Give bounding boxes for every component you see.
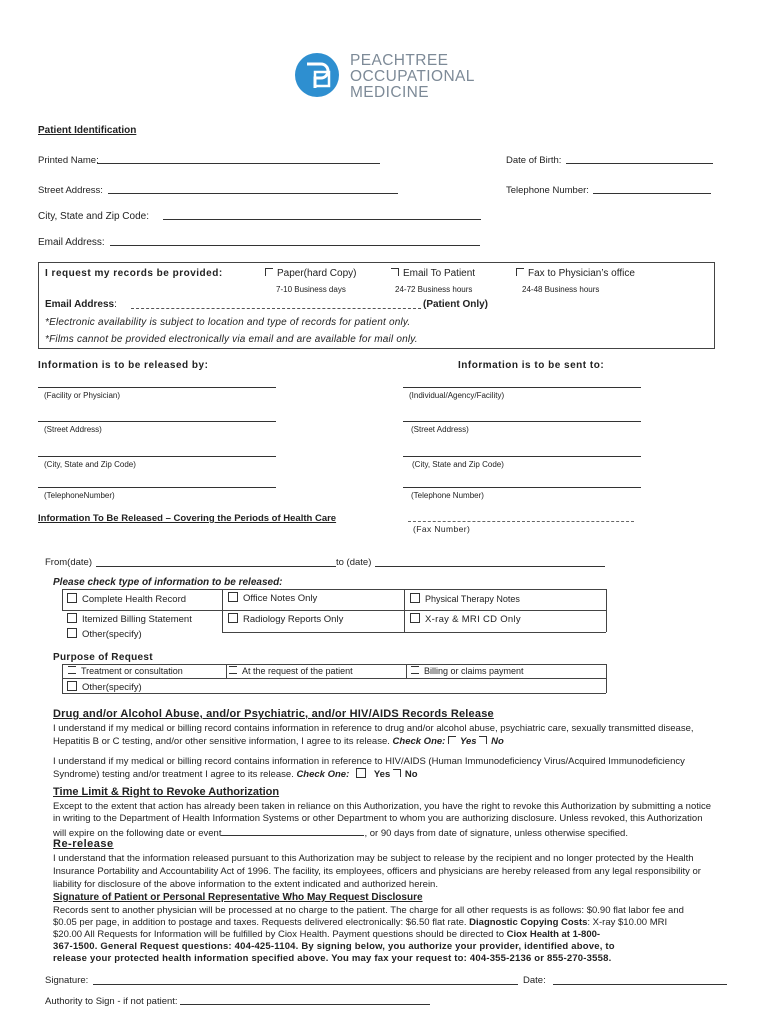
note-electronic: *Electronic availability is subject to location and type of records for patient only. — [45, 317, 411, 328]
drug-p1-line1: I understand if my medical or billing record contains information in reference to drug and/or alcohol abuse, psychiatric care, sexually transmitted disease, — [53, 723, 694, 734]
option-fax[interactable] — [516, 268, 635, 279]
released-by-heading: Information is to be released by: — [38, 360, 209, 371]
checkbox-icon — [229, 666, 237, 674]
checkbox-icon — [67, 593, 77, 603]
sent-to-heading: Information is to be sent to: — [458, 360, 605, 371]
fees-line2 — [53, 917, 667, 928]
checkbox-icon — [68, 666, 76, 674]
fees-line3 — [53, 929, 600, 940]
drug-no-label: No — [491, 736, 504, 747]
dob-field[interactable] — [566, 163, 713, 164]
option-paper-note: 7-10 Business days — [276, 285, 346, 294]
from-street-caption: (Street Address) — [44, 425, 102, 434]
to-date-label: to (date) — [336, 557, 372, 568]
to-city-caption: (City, State and Zip Code) — [412, 460, 504, 469]
signature-label: Signature: — [45, 975, 89, 986]
fees-line2-a: $0.05 per page, in addition to postage and taxes. Requests delivered electronically: $6.50 flat rate. — [53, 917, 467, 928]
facility-field[interactable] — [38, 387, 276, 388]
individual-caption: (Individual/Agency/Facility) — [409, 391, 505, 400]
purpose-billing[interactable] — [411, 666, 524, 676]
note-films: *Films cannot be provided electronically via email and are available for mail only. — [45, 334, 418, 345]
checkbox-icon — [67, 681, 77, 691]
phone-field[interactable] — [593, 193, 711, 194]
printed-name-label: Printed Name: — [38, 155, 99, 166]
request-email-label: Email Address — [45, 299, 115, 310]
from-city-field[interactable] — [38, 456, 276, 457]
email-field[interactable] — [110, 245, 480, 246]
drug-no-option[interactable] — [479, 736, 504, 747]
rerelease-line1: I understand that the information released pursuant to this Authorization may be subject to release by the recipient and no longer protected by the Health — [53, 853, 694, 864]
facility-caption: (Facility or Physician) — [44, 391, 121, 400]
request-email-field[interactable] — [131, 308, 421, 309]
hiv-yes-option[interactable] — [352, 769, 390, 780]
purpose-heading: Purpose of Request — [53, 652, 153, 663]
purpose-patient-request-label: At the request of the patient — [242, 666, 353, 676]
checkbox-icon — [228, 592, 238, 602]
checkbox-icon — [67, 613, 77, 623]
fees-line3-b: Ciox Health at 1-800- — [506, 929, 601, 940]
type-office-label: Office Notes Only — [243, 593, 318, 604]
drug-yes-label: Yes — [459, 736, 477, 747]
drug-heading: Drug and/or Alcohol Abuse, and/or Psychiatric, and/or HIV/AIDS Records Release — [53, 708, 494, 720]
drug-p1-line2-text: Hepatitis B or C testing, and/or other sensitive information, I agree to its release. — [53, 736, 390, 747]
types-heading: Please check type of information to be released: — [53, 577, 283, 588]
rerelease-line2: Insurance Portability and Accountability Act of 1996. The facility, its employees, officers and physicians are hereby released from any legal responsibility or — [53, 866, 701, 877]
from-date-field[interactable] — [96, 566, 336, 567]
signature-field[interactable] — [93, 984, 518, 985]
hiv-p2-line1: I understand if my medical or billing record contains information in reference to HIV/AIDS (Human Immunodeficiency Virus/Acquired Immunodeficiency — [53, 756, 685, 767]
date-field[interactable] — [553, 984, 727, 985]
type-complete-label: Complete Health Record — [82, 594, 187, 605]
purpose-treatment[interactable] — [68, 666, 183, 676]
hiv-check-one-label: Check One: — [296, 769, 350, 780]
revoke-line1: Except to the extent that action has already been taken in reliance on this Authorization, you have the right to revoke this Authorization by submitting a notice — [53, 801, 712, 812]
rerelease-line3: liability for disclosure of the above information to the extent indicated and authorized herein. — [53, 879, 438, 890]
checkbox-icon — [391, 268, 399, 276]
fees-line3-a: $20.00 All Requests for Information will be fulfilled by Ciox Health. Payment questions should be directed to — [53, 929, 504, 940]
revoke-heading: Time Limit & Right to Revoke Authorization — [53, 786, 280, 798]
type-xray-label: X-ray & MRI CD Only — [425, 614, 521, 625]
option-fax-note: 24-48 Business hours — [522, 285, 600, 294]
from-city-caption: (City, State and Zip Code) — [44, 460, 136, 469]
patient-only-label: (Patient Only) — [423, 299, 489, 310]
individual-field[interactable] — [403, 387, 641, 388]
street-label: Street Address: — [38, 185, 103, 196]
to-city-field[interactable] — [403, 456, 641, 457]
option-paper[interactable] — [265, 268, 356, 279]
brand-line-1: PEACHTREE — [350, 52, 449, 69]
type-other[interactable] — [67, 628, 142, 640]
to-date-field[interactable] — [375, 566, 605, 567]
fax-field[interactable] — [408, 521, 634, 522]
checkbox-icon — [516, 268, 524, 276]
fees-line2-c: : X-ray $10.00 MRI — [587, 917, 668, 928]
peachtree-logo-icon — [293, 50, 345, 100]
city-label: City, State and Zip Code: — [38, 211, 149, 222]
date-label: Date: — [523, 975, 546, 986]
checkbox-icon — [67, 628, 77, 638]
authority-label: Authority to Sign - if not patient: — [45, 996, 178, 1007]
fees-line2-b: Diagnostic Copying Costs — [469, 917, 588, 928]
type-pt[interactable] — [410, 593, 520, 604]
from-street-field[interactable] — [38, 421, 276, 422]
type-radiology[interactable] — [228, 613, 343, 625]
phone-label: Telephone Number: — [506, 185, 589, 196]
revoke-date-field[interactable] — [221, 826, 364, 836]
checkbox-icon — [356, 768, 366, 778]
to-street-field[interactable] — [403, 421, 641, 422]
hiv-p2-line2 — [53, 768, 418, 780]
revoke-line2: in writing to the Department of Health Information Systems or other Department to whom you are authorizing disclosure. Unless revoked, this Authorization — [53, 813, 703, 824]
revoke-line3-a: will expire on the following date or event — [53, 828, 222, 839]
purpose-treatment-label: Treatment or consultation — [81, 666, 183, 676]
signature-heading: Signature of Patient or Personal Representative Who May Request Disclosure — [53, 892, 423, 903]
checkbox-icon — [479, 736, 487, 744]
city-field[interactable] — [163, 219, 481, 220]
hiv-p2-line2-text: Syndrome) testing and/or treatment I agree to its release. — [53, 769, 294, 780]
email-label: Email Address: — [38, 237, 105, 248]
checkbox-icon — [410, 593, 420, 603]
type-billing-label: Itemized Billing Statement — [82, 614, 192, 625]
to-phone-caption: (Telephone Number) — [411, 491, 484, 500]
checkbox-icon — [410, 613, 420, 623]
purpose-other-label: Other(specify) — [82, 682, 142, 693]
revoke-line3-b: , or 90 days from date of signature, unless otherwise specified. — [364, 828, 628, 839]
patient-id-heading: Patient Identification — [38, 125, 137, 136]
to-phone-field[interactable] — [403, 487, 641, 488]
request-label: I request my records be provided: — [45, 268, 223, 279]
fax-caption: (Fax Number) — [413, 524, 471, 534]
fees-line1: Records sent to another physician will be processed at no charge to the patient. The charge for all other requests is as follows: $0.90 flat labor fee and — [53, 905, 684, 916]
brand-line-3: MEDICINE — [350, 84, 429, 101]
purpose-other[interactable] — [67, 681, 142, 693]
type-xray[interactable] — [410, 613, 521, 625]
type-radiology-label: Radiology Reports Only — [243, 614, 344, 625]
fees-line5: release your protected health information specified above. You may fax your request to: 404-355-2136 or 855-270-3558. — [53, 953, 612, 964]
rerelease-heading: Re-release — [53, 838, 114, 850]
from-phone-field[interactable] — [38, 487, 276, 488]
type-complete[interactable] — [67, 593, 186, 605]
brand-line-2: OCCUPATIONAL — [350, 68, 475, 85]
hiv-no-option[interactable] — [393, 769, 418, 780]
drug-p1-line2 — [53, 736, 504, 747]
option-email-note: 24-72 Business hours — [395, 285, 473, 294]
dob-label: Date of Birth: — [506, 155, 562, 166]
option-email-label: Email To Patient — [403, 268, 476, 279]
checkbox-icon — [393, 769, 401, 777]
type-other-label: Other(specify) — [82, 629, 142, 640]
option-email[interactable] — [391, 268, 475, 279]
from-date-label: From(date) — [45, 557, 92, 568]
checkbox-icon — [411, 666, 419, 674]
checkbox-icon — [265, 268, 273, 276]
checkbox-icon — [228, 613, 238, 623]
hiv-yes-label: Yes — [373, 769, 391, 780]
drug-yes-option[interactable] — [448, 736, 477, 747]
hiv-no-label: No — [404, 769, 418, 780]
fees-line4: 367-1500. General Request questions: 404-425-1104. By signing below, you authorize your provider, identified above, to — [53, 941, 615, 952]
checkbox-icon — [448, 736, 456, 744]
to-street-caption: (Street Address) — [411, 425, 469, 434]
street-field[interactable] — [108, 193, 398, 194]
option-paper-label: Paper(hard Copy) — [277, 268, 357, 279]
from-phone-caption: (TelephoneNumber) — [44, 491, 115, 500]
authority-field[interactable] — [180, 1004, 430, 1005]
periods-heading: Information To Be Released – Covering the Periods of Health Care — [38, 513, 337, 524]
printed-name-field[interactable] — [97, 163, 380, 164]
type-office[interactable] — [228, 592, 317, 604]
type-pt-label: Physical Therapy Notes — [425, 594, 520, 604]
purpose-billing-label: Billing or claims payment — [424, 666, 524, 676]
revoke-line3 — [53, 826, 628, 839]
drug-check-one-label: Check One: — [392, 736, 446, 747]
type-billing[interactable] — [67, 613, 192, 625]
request-email-row: Email Address: — [45, 299, 117, 310]
purpose-patient-request[interactable] — [229, 666, 353, 676]
option-fax-label: Fax to Physician’s office — [528, 268, 635, 279]
